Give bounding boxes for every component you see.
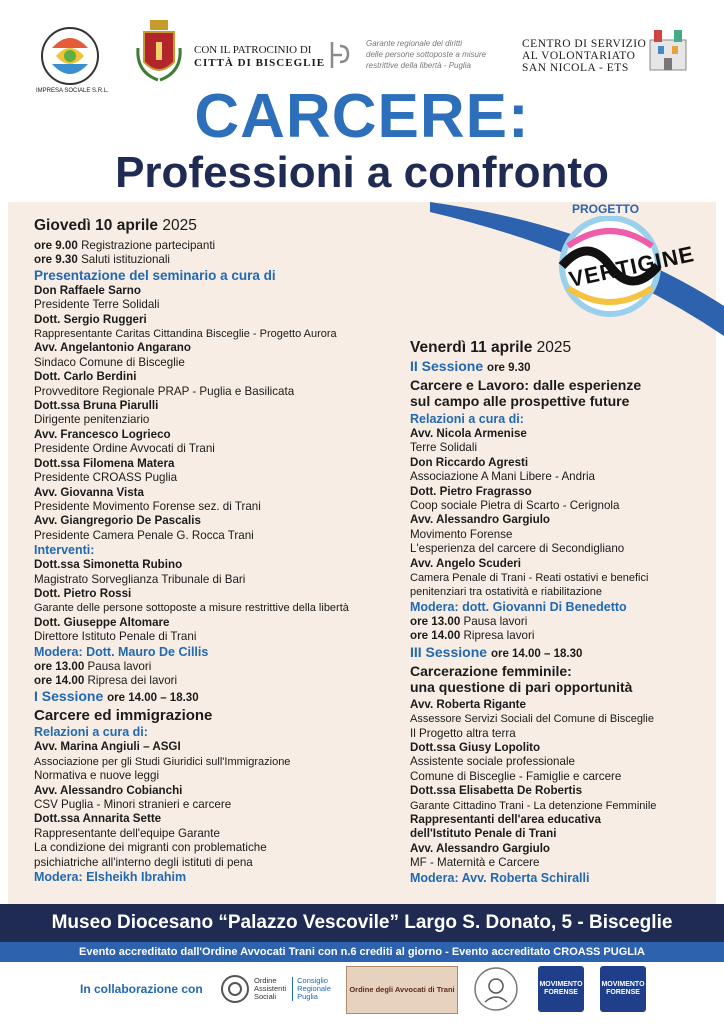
garante-line3: restrittive della libertà - Puglia — [366, 61, 471, 70]
project-name: VERTIGINE — [566, 241, 697, 293]
accreditation-banner: Evento accreditato dall'Ordine Avvocati Trani con n.6 crediti al giorno - Evento accreditato CROASS PUGLIA — [0, 942, 724, 962]
speaker-name: Dott.ssa Filomena Matera — [34, 456, 175, 470]
speaker-role: La condizione dei migranti con problematiche — [34, 841, 267, 855]
session2-title-1: Carcere e Lavoro: dalle esperienze — [410, 377, 642, 393]
day1-moderator: Modera: Dott. Mauro De Cillis — [34, 644, 209, 659]
speaker-name: Dott. Pietro Fragrasso — [410, 484, 532, 498]
speaker-name: Avv. Alessandro Cobianchi — [34, 783, 183, 797]
speaker-role: Assessore Servizi Sociali del Comune di Bisceglie — [410, 713, 654, 726]
speaker-name: Avv. Marina Angiuli – ASGI — [34, 740, 181, 754]
speaker-role: Magistrato Sorveglianza Tribunale di Bari — [34, 572, 246, 586]
day2-year: 2025 — [536, 339, 572, 356]
csv-text — [522, 38, 646, 74]
speaker-role: penitenziari tra ostatività e riabilitazione — [410, 586, 602, 599]
oas-text: Puglia — [297, 992, 318, 1001]
speaker-role: Camera Penale di Trani - Reati ostativi e benefici — [410, 572, 649, 585]
session2-heading: II Sessione ore 9.30 — [410, 358, 531, 374]
bisceglie-crest-icon — [134, 18, 184, 86]
speaker-role: Comune di Bisceglie - Famiglie e carcere — [410, 769, 622, 783]
speaker-role: Assistente sociale professionale — [410, 755, 575, 769]
oas-text: Ordine — [254, 976, 277, 985]
csv-logo-icon — [646, 26, 690, 74]
speaker-role: Presidente Ordine Avvocati di Trani — [34, 442, 215, 456]
patrocinio-line1: CON IL PATROCINIO DI — [194, 44, 312, 56]
speaker-role: psichiatriche all'interno degli istituti di pena — [34, 855, 253, 869]
day2-moderator: Modera: dott. Giovanni Di Benedetto — [410, 599, 627, 614]
agenda-row: ore 9.00 Registrazione partecipanti — [34, 239, 216, 252]
speaker-name: Avv. Angelo Scuderi — [410, 556, 522, 570]
oas-logo — [220, 966, 340, 1012]
speaker-role: Associazione per gli Studi Giuridici sull'Immigrazione — [34, 755, 291, 768]
patrocinio-text — [194, 44, 325, 70]
oas-text: Sociali — [254, 992, 277, 1001]
speaker-role: Terre Solidali — [410, 441, 478, 455]
collaboration-label: In collaborazione con — [80, 982, 203, 996]
speaker-role: Sindaco Comune di Bisceglie — [34, 355, 185, 369]
day1-date: Giovedì 10 aprile — [34, 217, 159, 234]
speaker-role: Coop sociale Pietra di Scarto - Cerignola — [410, 499, 620, 513]
session3-heading: III Sessione ore 14.00 – 18.30 — [410, 643, 583, 660]
speaker-name: dell'Istituto Penale di Trani — [410, 827, 557, 841]
speaker-role: Il Progetto altra terra — [410, 726, 516, 740]
day1-year: 2025 — [162, 217, 197, 234]
main-title: CARCERE: — [194, 82, 530, 151]
oas-emblem-icon — [220, 974, 250, 1004]
speaker-name: Dott.ssa Annarita Sette — [34, 812, 162, 826]
csv-line3: SAN NICOLA - ETS — [522, 62, 629, 74]
break-row: ore 13.00 Pausa lavori — [34, 659, 152, 673]
speaker-name: Dott.ssa Giusy Lopolito — [410, 740, 541, 754]
garante-text — [366, 38, 486, 71]
speaker-name: Dott. Carlo Berdini — [34, 370, 137, 384]
day1-column — [34, 216, 404, 885]
interventi-heading: Interventi: — [34, 543, 95, 558]
break-row: ore 14.00 Ripresa dei lavori — [34, 673, 178, 687]
csv-line2: AL VOLONTARIATO — [522, 50, 636, 62]
oas-text: Assistenti — [254, 984, 287, 993]
speaker-name: Avv. Alessandro Gargiulo — [410, 513, 551, 527]
speaker-role: Movimento Forense — [410, 527, 513, 541]
speaker-name: Dott.ssa Bruna Piarulli — [34, 399, 159, 413]
break-row: ore 13.00 Pausa lavori — [410, 614, 528, 628]
speaker-name: Dott.ssa Simonetta Rubino — [34, 558, 183, 572]
crest-logo — [470, 966, 522, 1012]
terre-solidali-sub: IMPRESA SOCIALE S.R.L. — [36, 88, 109, 94]
speaker-name: Avv. Alessandro Gargiulo — [410, 841, 551, 855]
speaker-role: Presidente Camera Penale G. Rocca Trani — [34, 528, 254, 542]
speaker-role: Garante delle persone sottoposte a misure restrittive della libertà — [34, 602, 349, 615]
session3-title-1: Carcerazione femminile: — [410, 662, 572, 679]
session1-heading: I Sessione ore 14.00 – 18.30 — [34, 688, 199, 705]
speaker-role: L'esperienza del carcere di Secondigliano — [410, 542, 625, 556]
speaker-name: Don Raffaele Sarno — [34, 283, 141, 297]
presentation-heading: Presentazione del seminario a cura di — [34, 267, 276, 283]
speaker-name: Dott.ssa Elisabetta De Robertis — [410, 784, 583, 798]
speaker-role: Direttore Istituto Penale di Trani — [34, 630, 197, 644]
speaker-role: Garante Cittadino Trani - La detenzione Femminile — [410, 799, 657, 812]
speaker-role: CSV Puglia - Minori stranieri e carcere — [34, 798, 232, 811]
speaker-name: Avv. Nicola Armenise — [410, 427, 527, 440]
speaker-name: Rappresentanti dell'area educativa — [410, 812, 601, 826]
garante-logo-icon — [326, 38, 356, 72]
project-vertigine-logo — [548, 200, 697, 320]
speaker-name: Avv. Giangregorio De Pascalis — [34, 514, 201, 528]
day2-date: Venerdì 11 aprile — [410, 339, 533, 356]
speaker-name: Dott. Pietro Rossi — [34, 586, 132, 600]
speaker-role: Dirigente penitenziario — [34, 413, 150, 427]
speaker-role: Presidente Movimento Forense sez. di Trani — [34, 499, 261, 513]
patrocinio-city: CITTÀ DI BISCEGLIE — [194, 57, 326, 69]
movimento-forense-logo-1: MOVIMENTO FORENSE — [538, 966, 584, 1012]
session1-title: Carcere ed immigrazione — [34, 707, 213, 725]
speaker-name: Dott. Giuseppe Altomare — [34, 615, 170, 629]
speaker-name: Avv. Giovanna Vista — [34, 485, 144, 499]
speaker-name: Dott. Sergio Ruggeri — [34, 312, 147, 326]
speaker-role: Normativa e nuove leggi — [34, 769, 160, 783]
speaker-role: Rappresentante Caritas Cittandina Bisceglie - Progetto Aurora — [34, 328, 337, 341]
speaker-role: Provveditore Regionale PRAP - Puglia e Basilicata — [34, 384, 295, 398]
project-label: PROGETTO — [572, 202, 640, 216]
speaker-role: Rappresentante dell'equipe Garante — [34, 826, 220, 840]
csv-line1: CENTRO DI SERVIZIO — [522, 38, 647, 50]
session1-moderator: Modera: Elsheikh Ibrahim — [34, 870, 187, 885]
speaker-name: Avv. Francesco Logrieco — [34, 427, 171, 441]
relazioni-heading: Relazioni a cura di: — [410, 412, 524, 426]
oas-text: Consiglio — [297, 976, 328, 985]
agenda-row: ore 9.30 Saluti istituzionali — [34, 253, 170, 267]
day2-column — [410, 338, 710, 886]
session3-moderator: Modera: Avv. Roberta Schiralli — [410, 870, 590, 885]
relazioni-heading: Relazioni a cura di: — [34, 725, 148, 740]
venue-banner: Museo Diocesano “Palazzo Vescovile” Largo S. Donato, 5 - Bisceglie — [0, 904, 724, 942]
speaker-role: Presidente Terre Solidali — [34, 298, 160, 312]
speaker-name: Avv. Roberta Rigante — [410, 697, 526, 711]
garante-line1: Garante regionale dei diritti — [366, 39, 463, 48]
speaker-name: Avv. Angelantonio Angarano — [34, 341, 191, 355]
oas-text: Regionale — [297, 984, 331, 993]
break-row: ore 14.00 Ripresa lavori — [410, 629, 535, 643]
subtitle: Professioni a confronto — [115, 148, 609, 197]
speaker-role: Associazione A Mani Libere - Andria — [410, 470, 595, 484]
garante-line2: delle persone sottoposte a misure — [366, 50, 487, 59]
movimento-forense-logo-2: MOVIMENTO FORENSE — [600, 966, 646, 1012]
seal-icon — [473, 966, 519, 1012]
speaker-role: Presidente CROASS Puglia — [34, 471, 178, 485]
speaker-name: Don Riccardo Agresti — [410, 455, 529, 469]
session3-title-2: una questione di pari opportunità — [410, 678, 633, 695]
speaker-role: MF - Maternità e Carcere — [410, 856, 540, 870]
session2-title-2: sul campo alle prospettive future — [410, 393, 630, 409]
ordine-avvocati-logo: Ordine degli Avvocati di Trani — [346, 966, 458, 1014]
